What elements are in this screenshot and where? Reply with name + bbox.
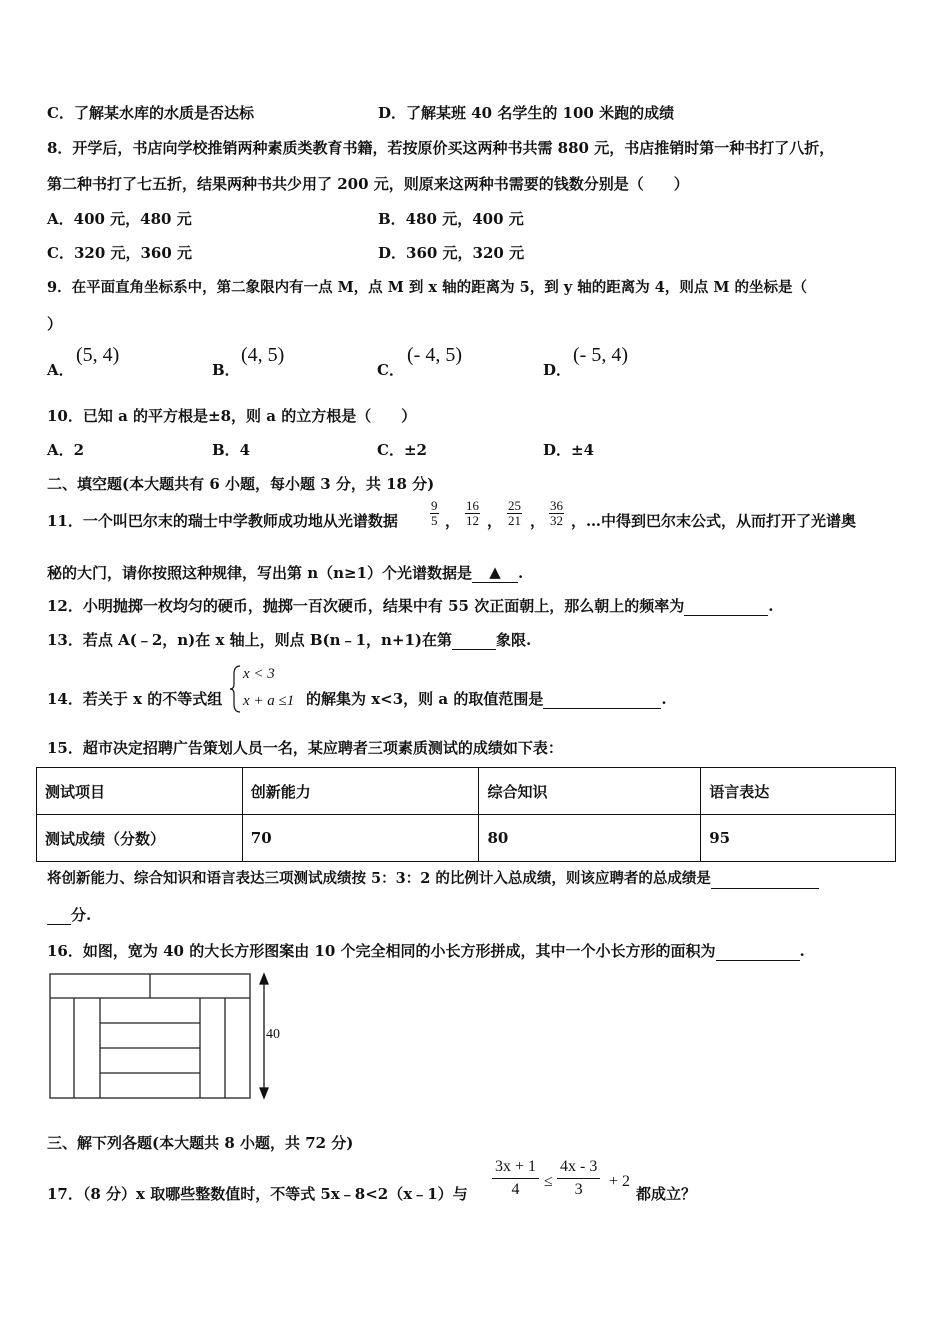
q15-score-table bbox=[36, 767, 896, 862]
q9-option-a-value: (5, 4) bbox=[76, 344, 120, 366]
table-cell: 70 bbox=[242, 815, 479, 862]
q15-stem: 15．超市决定招聘广告策划人员一名，某应聘者三项素质测试的成绩如下表： bbox=[47, 739, 563, 757]
section-fill-blank-heading: 二、填空题(本大题共有 6 小题，每小题 3 分，共 18 分) bbox=[47, 475, 435, 493]
q17-suffix: 都成立？ bbox=[636, 1185, 697, 1203]
q8-stem-line2: 第二种书打了七五折，结果两种书共少用了 200 元，则原来这两种书需要的钱数分别是（ ） bbox=[47, 175, 689, 193]
table-cell: 95 bbox=[701, 815, 896, 862]
q9-option-b-value: (4, 5) bbox=[241, 344, 285, 366]
q16-answer-blank[interactable] bbox=[716, 960, 800, 961]
q11-suffix: ，…中得到巴尔末公式，从而打开了光谱奥 bbox=[571, 512, 857, 530]
q17-fraction-1: $\frac{3x + 1}{4}$ bbox=[492, 1158, 539, 1199]
section-solve-heading: 三、解下列各题(本大题共 8 小题，共 72 分) bbox=[47, 1134, 354, 1152]
q9-option-c-label: C． bbox=[377, 361, 404, 379]
q9-option-c-value: (- 4, 5) bbox=[407, 344, 462, 366]
q14-brace bbox=[230, 664, 242, 714]
table-header-cell: 综合知识 bbox=[479, 768, 701, 815]
q16-stem: 16．如图，宽为 40 的大长方形图案由 10 个完全相同的小长方形拼成，其中一个小长方形的面积为 . bbox=[47, 942, 805, 960]
q11-prefix: 11．一个叫巴尔末的瑞士中学教师成功地从光谱数据 bbox=[47, 512, 398, 530]
q14-prefix: 14．若关于 x 的不等式组 bbox=[47, 690, 223, 708]
q9-option-d-value: (- 5, 4) bbox=[573, 344, 628, 366]
q15-after-line2: 分. bbox=[47, 905, 91, 925]
q14-inequality-1: x < 3 bbox=[243, 666, 275, 682]
q9-stem-line1: 9．在平面直角坐标系中，第二象限内有一点 M，点 M 到 x 轴的距离为 5，到 y 轴的距离为 4，则点 M 的坐标是（ bbox=[47, 279, 808, 296]
q14-answer-blank[interactable] bbox=[543, 708, 661, 709]
q14-inequality-2: x + a ≤1 bbox=[243, 693, 295, 709]
q15-answer-blank-part1[interactable] bbox=[711, 888, 819, 889]
q10-option-b: B．4 bbox=[212, 441, 251, 459]
q10-option-d: D．±4 bbox=[543, 441, 595, 459]
q11-line2: 秘的大门，请你按照这种规律，写出第 n（n≥1）个光谱数据是 ▲ . bbox=[47, 563, 524, 582]
table-header-cell: 创新能力 bbox=[242, 768, 479, 815]
q15-after-line1: 将创新能力、综合知识和语言表达三项测试成绩按 5：3：2 的比例计入总成绩，则该应聘者的总成绩是 bbox=[47, 869, 819, 889]
q8-option-d: D．360 元，320 元 bbox=[378, 244, 525, 262]
q17-fraction-2: $\frac{4x - 3}{3}$ bbox=[557, 1158, 600, 1199]
q10-option-c: C．±2 bbox=[377, 441, 427, 459]
q11-answer-blank[interactable]: ▲ bbox=[472, 562, 518, 583]
q11-fraction-3: $\frac{25}{21}$ bbox=[508, 498, 521, 528]
table-cell: 80 bbox=[479, 815, 701, 862]
q15-answer-blank-part2[interactable] bbox=[47, 924, 71, 925]
q11-fraction-2: $\frac{16}{12}$ bbox=[466, 498, 479, 528]
q8-option-c: C．320 元，360 元 bbox=[47, 244, 193, 262]
q17-leq-sign: ≤ bbox=[544, 1173, 553, 1190]
q8-stem-line1: 8．开学后，书店向学校推销两种素质类教育书籍，若按原价买这两种书共需 880 元，书店推销时第一种书打了八折， bbox=[47, 139, 835, 157]
q9-stem-line2: ） bbox=[47, 315, 63, 333]
q10-stem: 10．已知 a 的平方根是±8，则 a 的立方根是（ ） bbox=[47, 407, 417, 425]
q14-suffix: 的解集为 x<3，则 a 的取值范围是 . bbox=[306, 690, 667, 708]
table-row bbox=[37, 815, 896, 862]
table-header-cell: 测试项目 bbox=[37, 768, 243, 815]
table-header-row bbox=[37, 768, 896, 815]
q17-plus-two: + 2 bbox=[609, 1173, 631, 1190]
figure-rectangles bbox=[50, 974, 250, 1098]
q9-option-d-label: D． bbox=[543, 361, 572, 379]
q10-option-a: A．2 bbox=[47, 441, 85, 459]
q9-option-b-label: B． bbox=[212, 361, 240, 379]
q8-option-b: B．480 元，400 元 bbox=[378, 210, 524, 228]
q8-option-a: A．400 元，480 元 bbox=[47, 210, 192, 228]
table-header-cell: 语言表达 bbox=[701, 768, 896, 815]
q11-sep-2: ， bbox=[487, 512, 503, 530]
q16-figure-label: 40 bbox=[266, 1027, 280, 1042]
q7-option-d: D．了解某班 40 名学生的 100 米跑的成绩 bbox=[378, 104, 675, 122]
q12-stem: 12．小明抛掷一枚均匀的硬币，抛掷一百次硬币，结果中有 55 次正面朝上，那么朝上的频率为 . bbox=[47, 597, 774, 615]
q11-fraction-4: $\frac{36}{32}$ bbox=[550, 498, 563, 528]
q12-answer-blank[interactable] bbox=[684, 615, 768, 616]
q11-sep-3: ， bbox=[530, 512, 546, 530]
q16-rectangle-figure bbox=[48, 972, 298, 1100]
q11-fraction-1: $\frac{9}{5}$ bbox=[431, 498, 438, 528]
q13-answer-blank[interactable] bbox=[452, 649, 496, 650]
q7-option-c: C．了解某水库的水质是否达标 bbox=[47, 104, 254, 122]
q11-sep-1: ， bbox=[445, 512, 461, 530]
table-cell: 测试成绩（分数） bbox=[37, 815, 243, 862]
q13-stem: 13．若点 A(﹣2，n)在 x 轴上，则点 B(n﹣1，n+1)在第 象限. bbox=[47, 631, 532, 649]
q9-option-a-label: A． bbox=[47, 361, 74, 379]
q17-prefix: 17．（8 分）x 取哪些整数值时，不等式 5x﹣8<2（x﹣1）与 bbox=[47, 1185, 468, 1203]
